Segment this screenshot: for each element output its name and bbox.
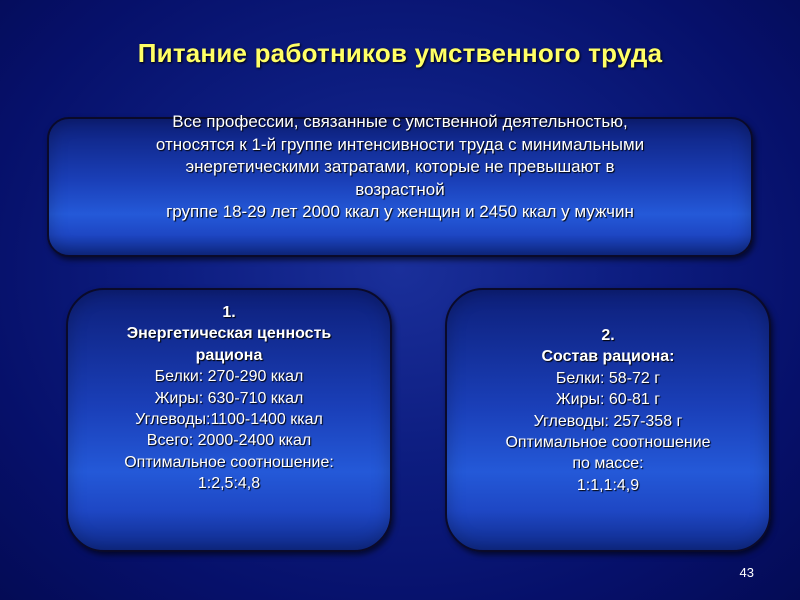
composition-proteins: Белки: 58-72 г <box>555 369 661 387</box>
composition-ratio-label-cont: по массе: <box>572 455 644 473</box>
diet-composition-card <box>445 288 771 552</box>
energy-ratio-label: Оптимальное соотношение: <box>124 453 334 471</box>
composition-ratio-label: Оптимальное соотношение <box>505 434 711 452</box>
energy-card-number: 1. <box>222 304 236 321</box>
page-number: 43 <box>739 565 754 580</box>
slide-title: Питание работников умственного труда <box>137 38 663 68</box>
energy-card-heading: Энергетическая ценность <box>126 325 332 343</box>
energy-total: Всего: 2000-2400 ккал <box>146 432 312 450</box>
energy-card-heading-cont: рациона <box>195 346 263 364</box>
intro-line-5: группе 18-29 лет 2000 ккал у женщин и 2450 ккал у мужчин <box>166 202 634 221</box>
composition-carbs: Углеводы: 257-358 г <box>533 412 683 430</box>
intro-line-4: возрастной <box>355 179 445 199</box>
energy-value-card <box>66 288 392 552</box>
composition-card-number: 2. <box>601 327 615 344</box>
energy-proteins: Белки: 270-290 ккал <box>154 368 304 386</box>
intro-text <box>49 111 751 224</box>
energy-ratio-value: 1:2,5:4,8 <box>197 475 261 493</box>
intro-textbox <box>47 112 753 257</box>
intro-line-3: энергетическими затратами, которые не превышают в <box>185 157 615 176</box>
composition-fats: Жиры: 60-81 г <box>555 391 661 409</box>
composition-ratio-value: 1:1,1:4,9 <box>576 476 640 494</box>
energy-fats: Жиры: 630-710 ккал <box>154 389 304 407</box>
energy-carbs: Углеводы:1100-1400 ккал <box>135 411 323 429</box>
composition-card-heading: Состав рациона: <box>541 348 675 366</box>
intro-line-2: относятся к 1-й группе интенсивности труда с минимальными <box>155 134 645 154</box>
intro-line-1: Все профессии, связанные с умственной деятельностью, <box>172 112 628 131</box>
